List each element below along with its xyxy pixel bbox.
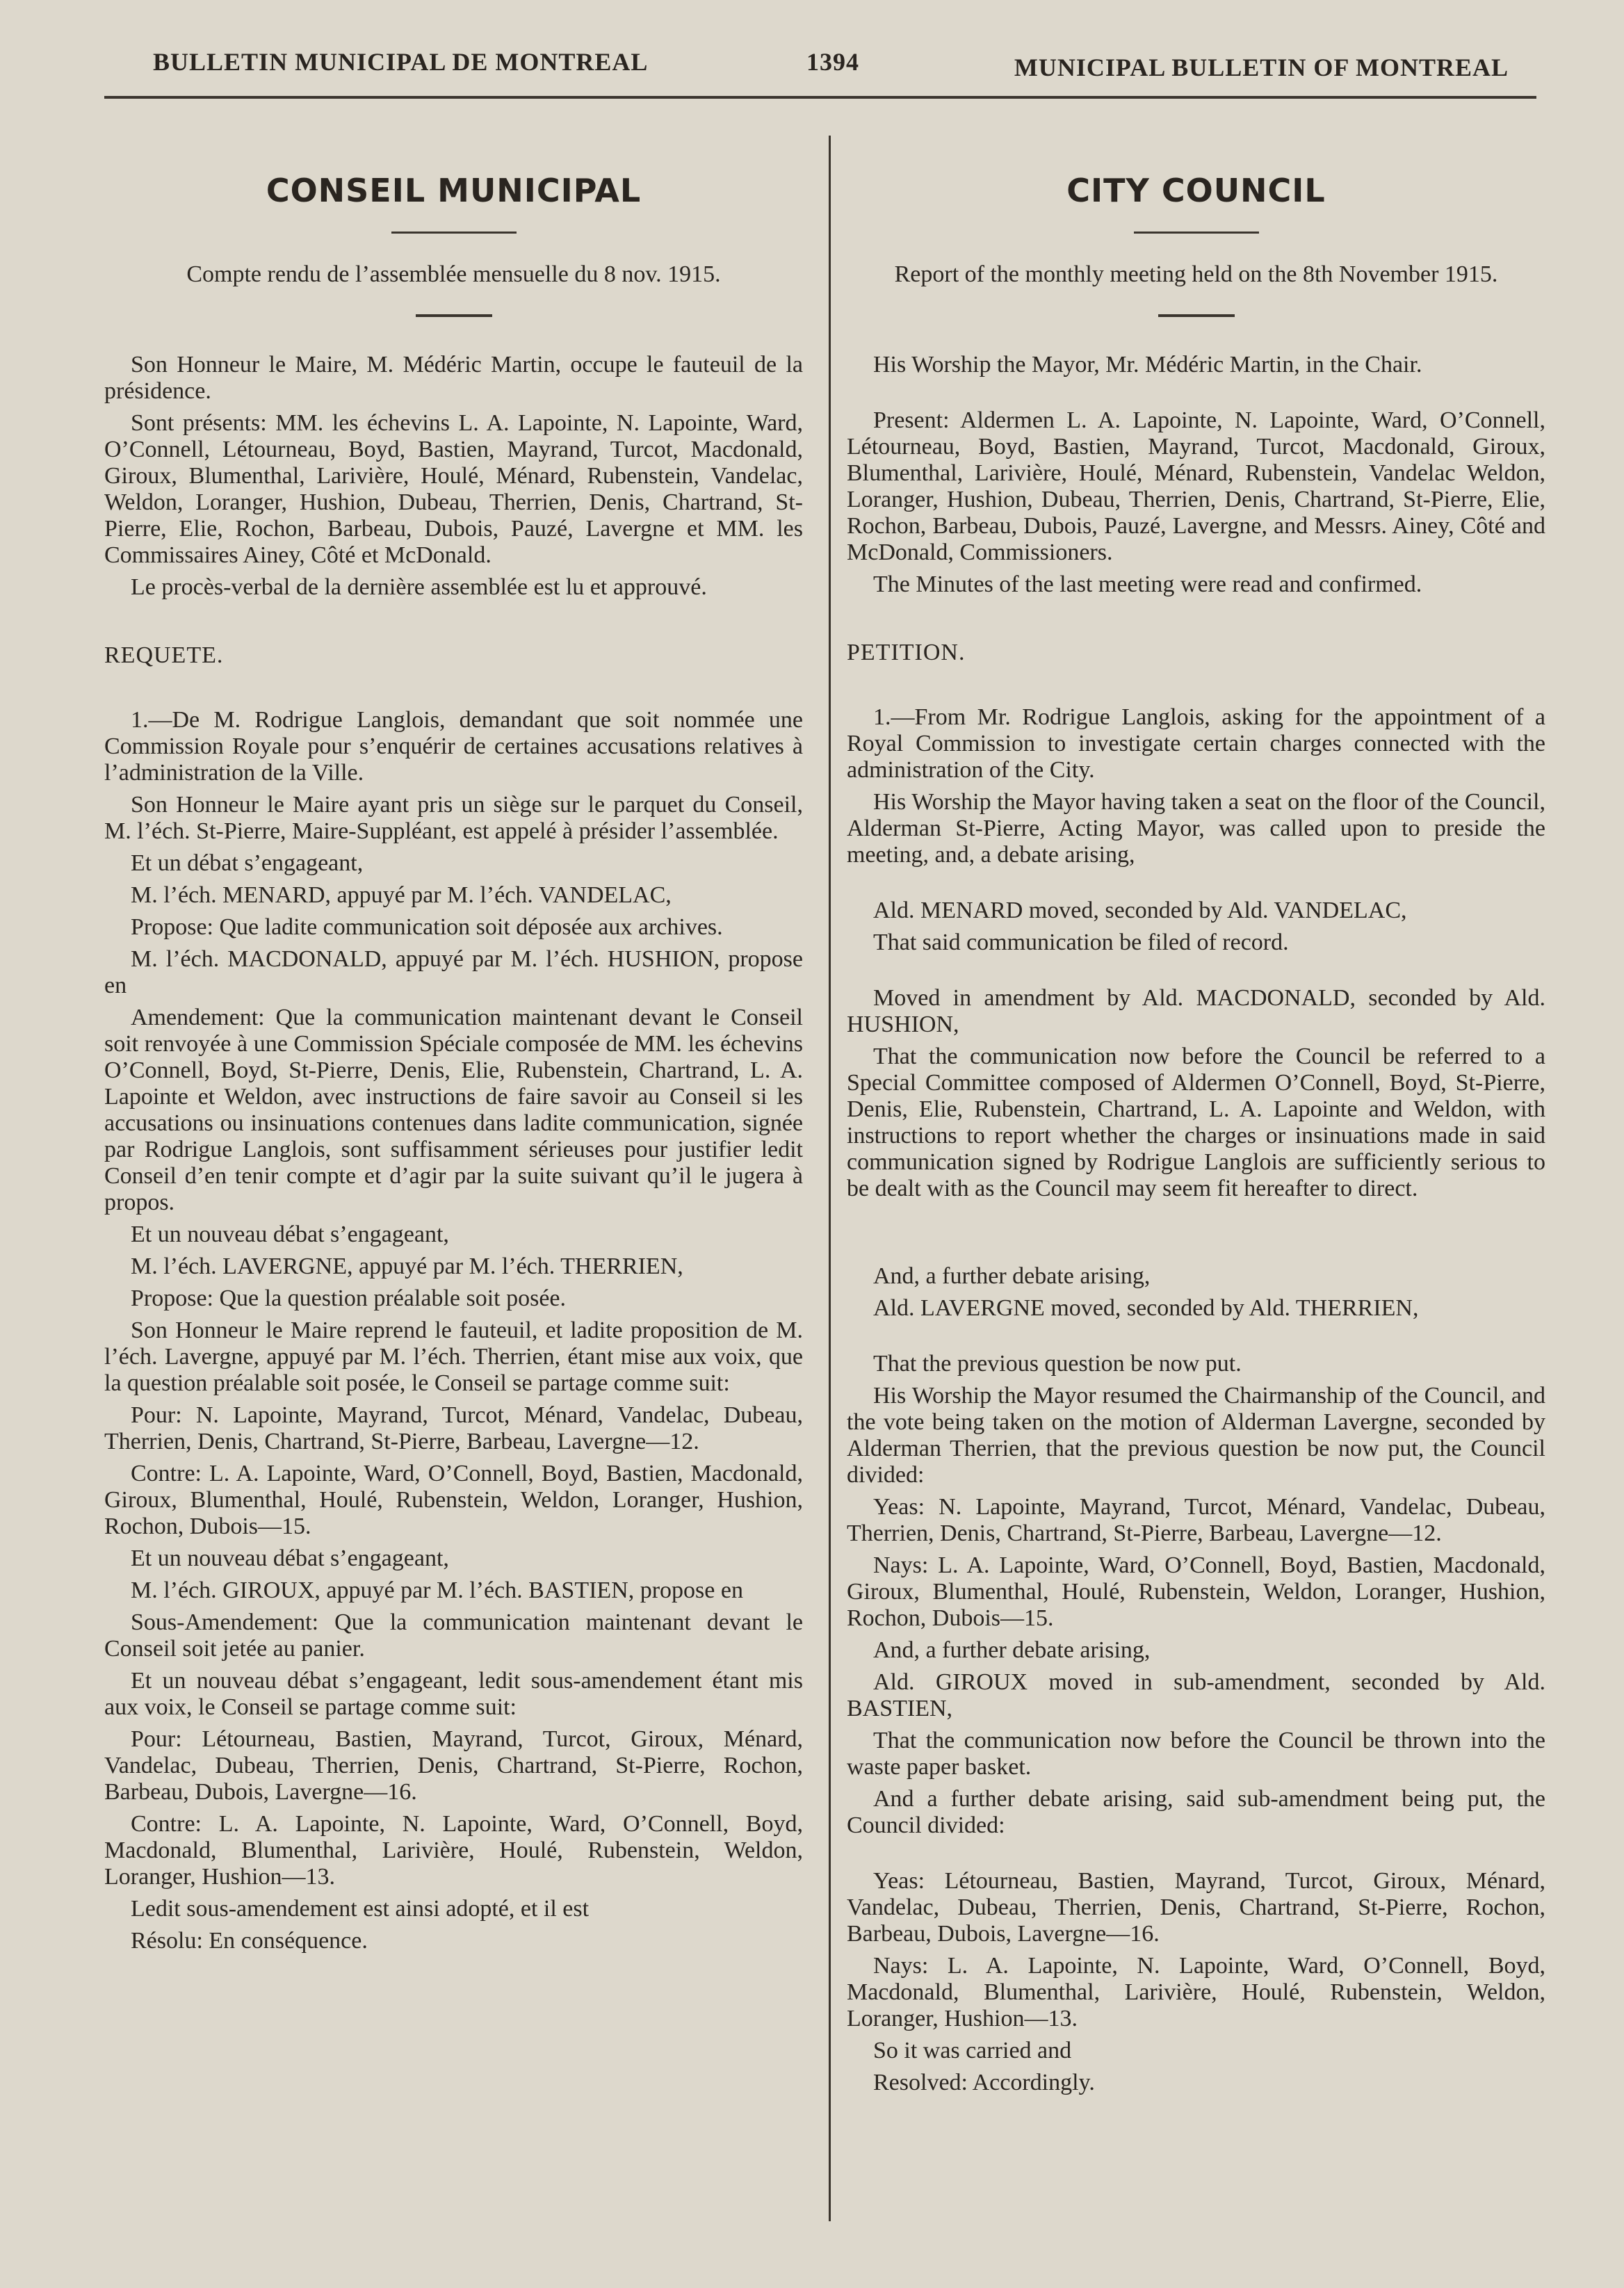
- paragraph: His Worship the Mayor, Mr. Médéric Martin, in the Chair.: [873, 352, 1422, 378]
- page-header: [104, 42, 1522, 83]
- paragraph: Yeas: N. Lapointe, Mayrand, Turcot, Ménard, Vandelac, Dubeau, Therrien, Denis, Chartrand, St-Pierre, Barbeau, Lavergne—12.: [847, 1494, 1545, 1546]
- paragraph: Contre: L. A. Lapointe, N. Lapointe, Ward, O’Connell, Boyd, Macdonald, Blumenthal, Larivière, Houlé, Rubenstein, Weldon, Loranger, Hushion—13.: [104, 1811, 803, 1890]
- paragraph: Le procès-verbal de la dernière assemblée est lu et approuvé.: [131, 574, 707, 600]
- paragraph: And a further debate arising, said sub-amendment being put, the Council divided:: [847, 1786, 1545, 1838]
- paragraph: Pour: Létourneau, Bastien, Mayrand, Turcot, Giroux, Ménard, Vandelac, Dubeau, Therrien, Denis, Chartrand, St-Pierre, Rochon, Barbeau, Dubois, Lavergne—16.: [104, 1726, 803, 1805]
- paragraph: Amendement: Que la communication maintenant devant le Conseil soit renvoyée à une Commission Spéciale composée de MM. les échevins O’Connell, Boyd, St-Pierre, Denis, Elie, Rubenstein, Chartrand, L. A. Lapointe et Weldon, avec instructions de faire savoir au Conseil si les accusations ou insinuations contenues dans ladite communication, signée par Rodrigue Langlois, sont suffisamment sérieuses pour justifier ledit Conseil d’en tenir compte et d’agir par la suite suivant qu’il le jugera à propos.: [104, 1005, 803, 1215]
- paragraph: Et un nouveau débat s’engageant, ledit sous-amendement étant mis aux voix, le Conseil se partage comme suit:: [104, 1668, 803, 1720]
- paragraph: Résolu: En conséquence.: [131, 1928, 368, 1954]
- paragraph: Resolved: Accordingly.: [873, 2070, 1095, 2095]
- french-column: [104, 160, 803, 1960]
- paragraph: Ald. GIROUX moved in sub-amendment, seconded by Ald. BASTIEN,: [847, 1669, 1545, 1721]
- subtitle-rule: [1158, 314, 1235, 317]
- paragraph: M. l’éch. MACDONALD, appuyé par M. l’éch. HUSHION, propose en: [104, 946, 803, 998]
- title-rule: [1134, 232, 1259, 234]
- paragraph: Nays: L. A. Lapointe, Ward, O’Connell, Boyd, Bastien, Macdonald, Giroux, Blumenthal, Houlé, Rubenstein, Weldon, Loranger, Hushion, Rochon, Dubois—15.: [847, 1552, 1545, 1631]
- paragraph: That the previous question be now put.: [873, 1351, 1242, 1377]
- paragraph: M. l’éch. MENARD, appuyé par M. l’éch. VANDELAC,: [131, 882, 672, 908]
- subtitle-rule: [416, 314, 492, 317]
- paragraph: Ledit sous-amendement est ainsi adopté, et il est: [131, 1896, 590, 1922]
- paragraph: Moved in amendment by Ald. MACDONALD, seconded by Ald. HUSHION,: [847, 985, 1545, 1037]
- header-rule: [104, 96, 1536, 99]
- header-french-title: BULLETIN MUNICIPAL DE MONTREAL: [153, 48, 649, 76]
- french-subtitle: Compte rendu de l’assemblée mensuelle du 8 nov. 1915.: [186, 261, 721, 287]
- paragraph: Ald. LAVERGNE moved, seconded by Ald. THERRIEN,: [873, 1295, 1419, 1321]
- section-heading: REQUETE.: [104, 642, 224, 668]
- paragraph: That said communication be filed of record.: [873, 930, 1289, 955]
- paragraph: Propose: Que ladite communication soit déposée aux archives.: [131, 914, 723, 940]
- english-subtitle: Report of the monthly meeting held on the 8th November 1915.: [894, 261, 1498, 287]
- english-title: CITY COUNCIL: [1066, 172, 1326, 209]
- page-number: 1394: [806, 48, 859, 76]
- paragraph: Nays: L. A. Lapointe, N. Lapointe, Ward, O’Connell, Boyd, Macdonald, Blumenthal, Larivière, Houlé, Rubenstein, Weldon, Loranger, Hushion—13.: [847, 1953, 1545, 2031]
- paragraph: Sous-Amendement: Que la communication maintenant devant le Conseil soit jetée au panier.: [104, 1609, 803, 1662]
- french-title: CONSEIL MUNICIPAL: [266, 172, 642, 209]
- paragraph: And, a further debate arising,: [873, 1263, 1151, 1289]
- paragraph: 1.—De M. Rodrigue Langlois, demandant que soit nommée une Commission Royale pour s’enquérir de certaines accusations relatives à l’administration de la Ville.: [104, 707, 803, 786]
- paragraph: Et un nouveau débat s’engageant,: [131, 1222, 449, 1247]
- header-english-title: MUNICIPAL BULLETIN OF MONTREAL: [1014, 54, 1509, 81]
- paragraph: Propose: Que la question préalable soit posée.: [131, 1285, 567, 1311]
- paragraph: That the communication now before the Council be referred to a Special Committee composed of Aldermen O’Connell, Boyd, St-Pierre, Denis, Elie, Rubenstein, Chartrand, L. A. Lapointe and Weldon, with instructions to report whether the charges or insinuations made in said communication signed by Rodrigue Langlois are sufficiently serious to be dealt with as the Council may seem fit hereafter to direct.: [847, 1044, 1545, 1201]
- paragraph: Ald. MENARD moved, seconded by Ald. VANDELAC,: [873, 898, 1407, 923]
- paragraph: M. l’éch. GIROUX, appuyé par M. l’éch. BASTIEN, propose en: [131, 1577, 743, 1603]
- paragraph: Yeas: Létourneau, Bastien, Mayrand, Turcot, Giroux, Ménard, Vandelac, Dubeau, Therrien, Denis, Chartrand, St-Pierre, Rochon, Barbeau, Dubois, Lavergne—16.: [847, 1868, 1545, 1947]
- paragraph: His Worship the Mayor having taken a seat on the floor of the Council, Alderman St-Pierre, Acting Mayor, was called upon to preside the meeting, and, a debate arising,: [847, 789, 1545, 868]
- paragraph: Son Honneur le Maire reprend le fauteuil, et ladite proposition de M. l’éch. Lavergne, appuyé par M. l’éch. Therrien, étant mise aux voix, que la question préalable soit posée, le Conseil se partage comme suit:: [104, 1317, 803, 1396]
- paragraph: That the communication now before the Council be thrown into the waste paper basket.: [847, 1728, 1545, 1780]
- paragraph: M. l’éch. LAVERGNE, appuyé par M. l’éch. THERRIEN,: [131, 1253, 683, 1279]
- paragraph: 1.—From Mr. Rodrigue Langlois, asking for the appointment of a Royal Commission to investigate certain charges connected with the administration of the City.: [847, 704, 1545, 783]
- column-divider: [829, 136, 831, 2221]
- paragraph: The Minutes of the last meeting were read and confirmed.: [873, 571, 1422, 597]
- paragraph: Et un nouveau débat s’engageant,: [131, 1545, 449, 1571]
- paragraph: And, a further debate arising,: [873, 1637, 1151, 1663]
- english-column: [847, 160, 1545, 2102]
- paragraph: His Worship the Mayor resumed the Chairmanship of the Council, and the vote being taken on the motion of Alderman Lavergne, seconded by Alderman Therrien, that the previous question be now put, the Council divided:: [847, 1383, 1545, 1488]
- paragraph: Pour: N. Lapointe, Mayrand, Turcot, Ménard, Vandelac, Dubeau, Therrien, Denis, Chartrand, St-Pierre, Barbeau, Lavergne—12.: [104, 1402, 803, 1454]
- title-rule: [391, 232, 517, 234]
- paragraph: Present: Aldermen L. A. Lapointe, N. Lapointe, Ward, O’Connell, Létourneau, Boyd, Bastien, Mayrand, Turcot, Macdonald, Giroux, Blumenthal, Larivière, Houlé, Ménard, Rubenstein, Vandelac Weldon, Loranger, Hushion, Dubeau, Therrien, Denis, Chartrand, St-Pierre, Elie, Rochon, Barbeau, Dubois, Pauzé, Lavergne, and Messrs. Ainey, Côté and McDonald, Commissioners.: [847, 407, 1545, 565]
- paragraph: Son Honneur le Maire ayant pris un siège sur le parquet du Conseil, M. l’éch. St-Pierre, Maire-Suppléant, est appelé à présider l’assemblée.: [104, 792, 803, 844]
- paragraph: Contre: L. A. Lapointe, Ward, O’Connell, Boyd, Bastien, Macdonald, Giroux, Blumenthal, Houlé, Rubenstein, Weldon, Loranger, Hushion, Rochon, Dubois—15.: [104, 1461, 803, 1539]
- section-heading: PETITION.: [847, 640, 966, 665]
- paragraph: Son Honneur le Maire, M. Médéric Martin, occupe le fauteuil de la présidence.: [104, 352, 803, 404]
- paragraph: So it was carried and: [873, 2038, 1072, 2063]
- paragraph: Sont présents: MM. les échevins L. A. Lapointe, N. Lapointe, Ward, O’Connell, Létourneau, Boyd, Bastien, Mayrand, Turcot, Macdonald, Giroux, Blumenthal, Larivière, Houlé, Ménard, Rubenstein, Vandelac, Weldon, Loranger, Hushion, Dubeau, Therrien, Denis, Chartrand, St-Pierre, Elie, Rochon, Barbeau, Dubois, Pauzé, Lavergne et MM. les Commissaires Ainey, Côté et McDonald.: [104, 410, 803, 568]
- paragraph: Et un débat s’engageant,: [131, 850, 364, 876]
